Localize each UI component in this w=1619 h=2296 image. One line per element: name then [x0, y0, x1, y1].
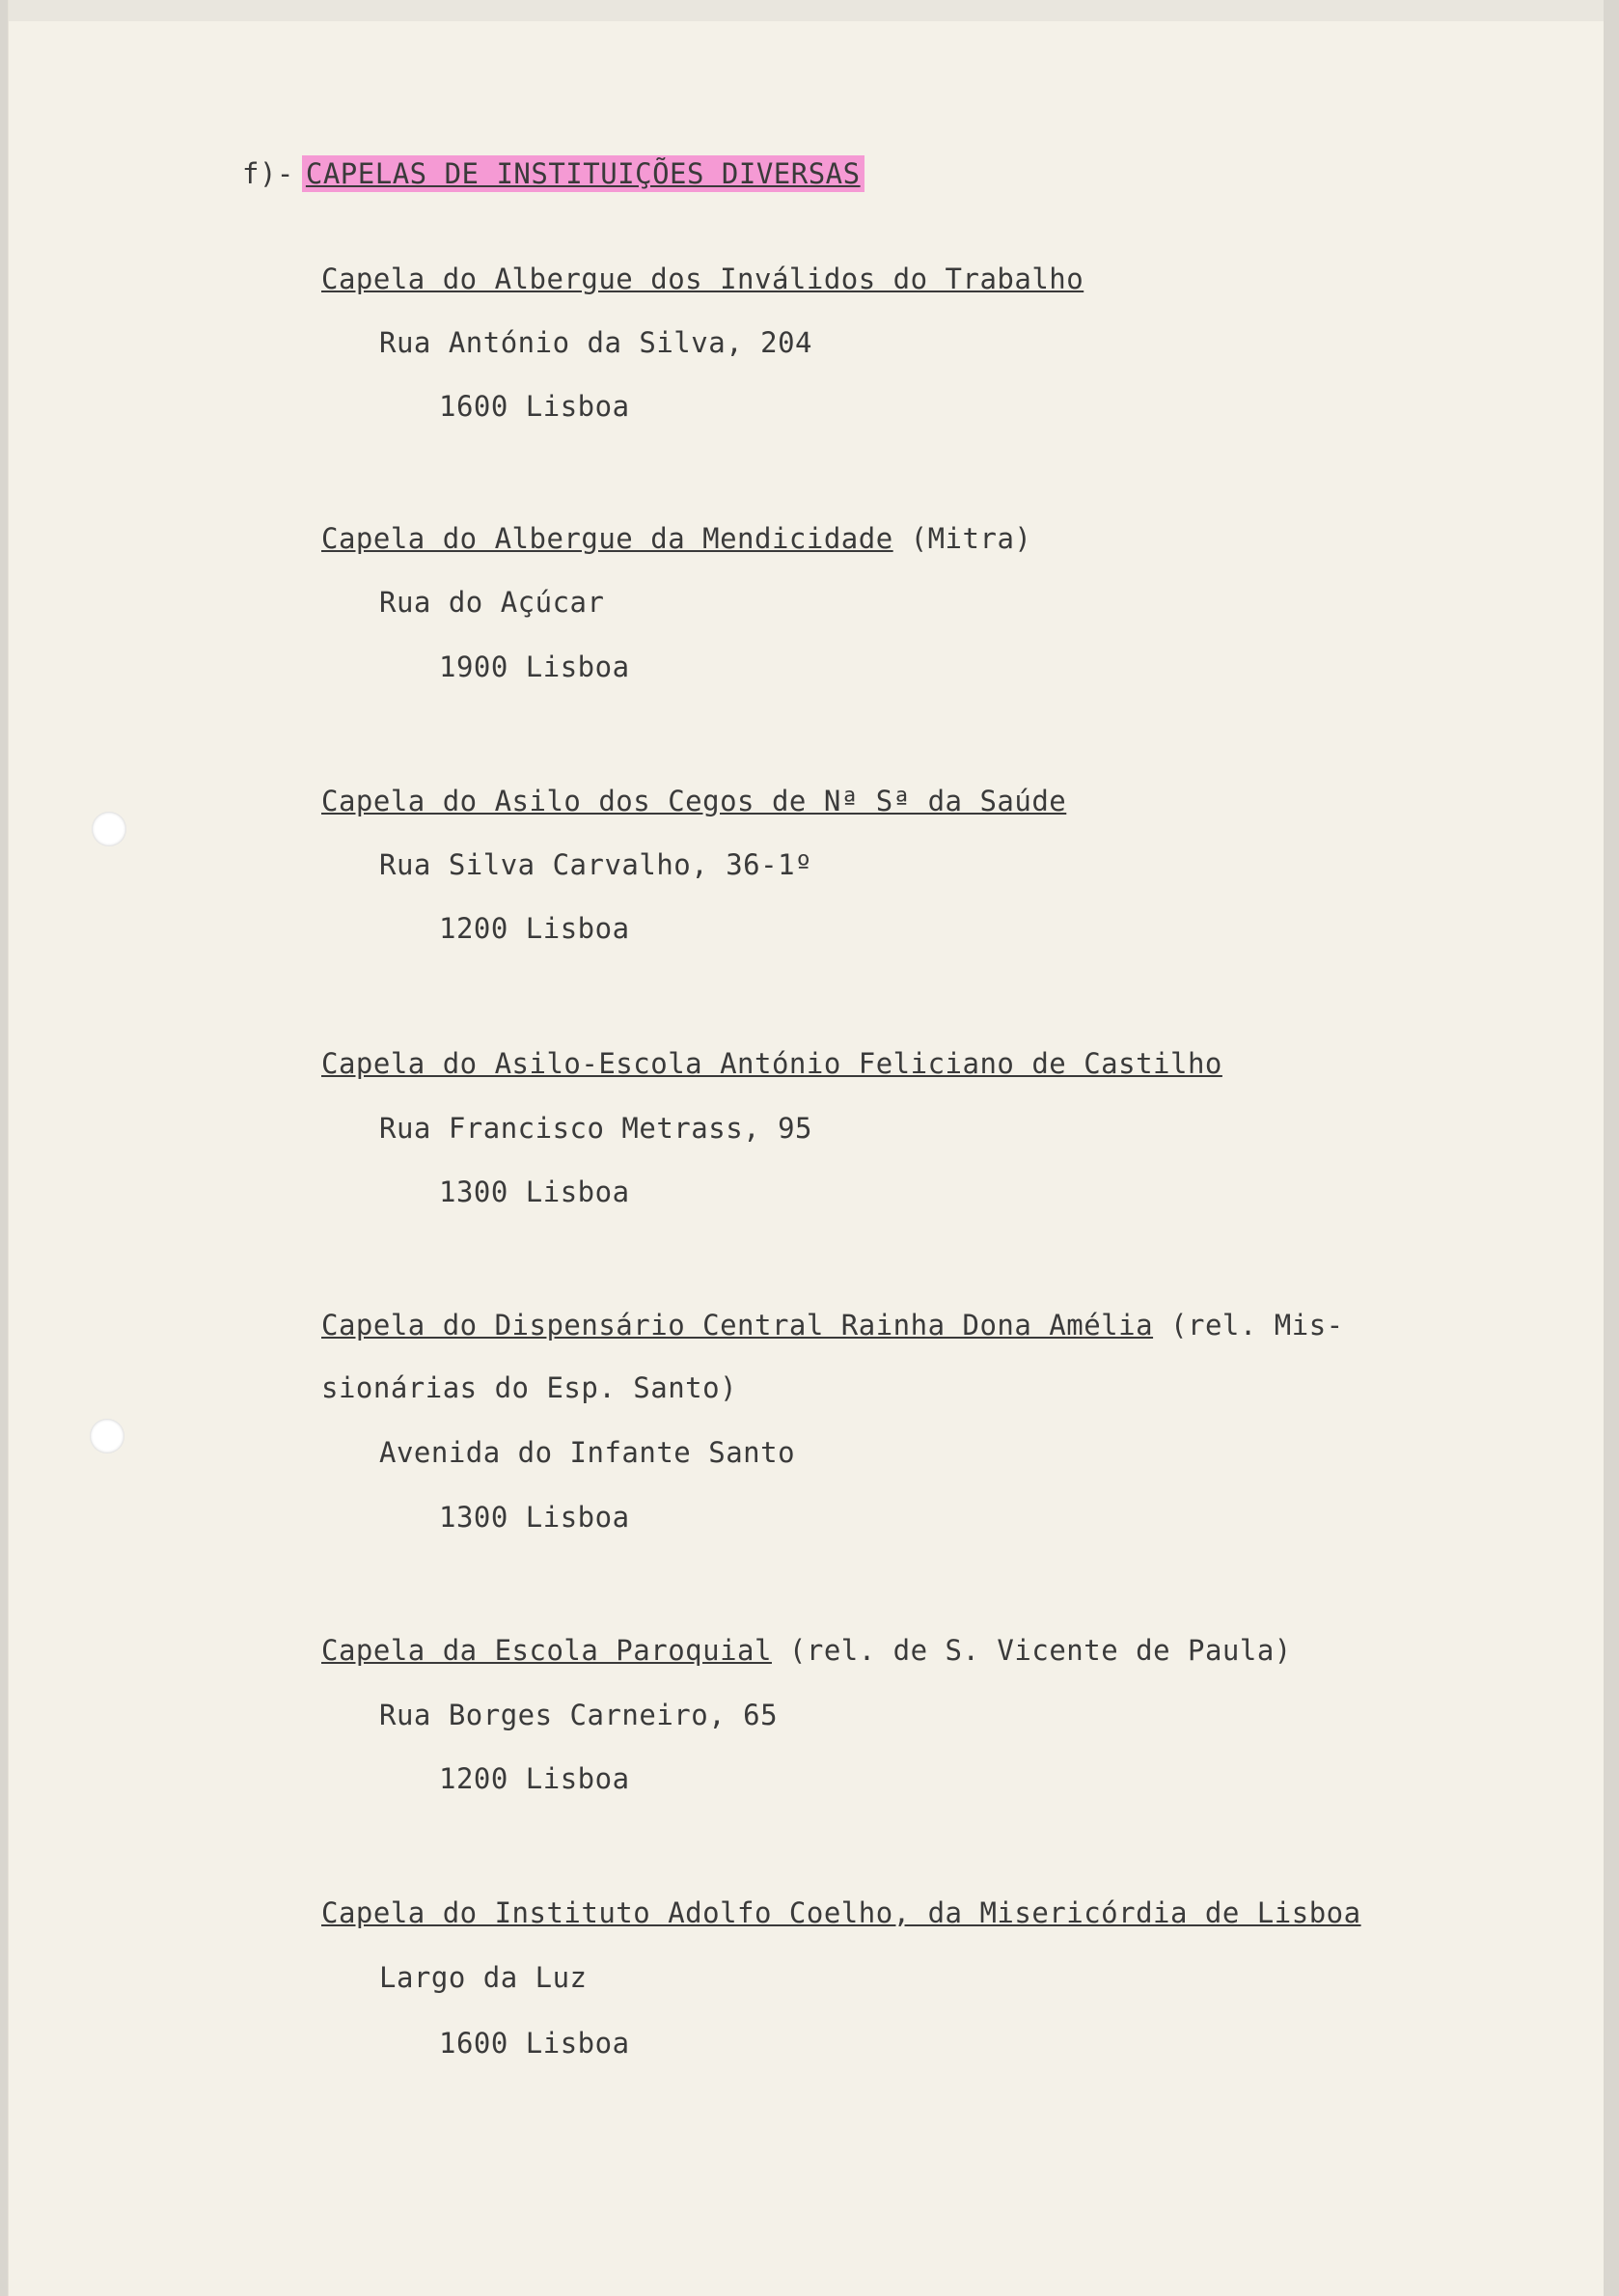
entry-city: 1300 Lisboa	[439, 1176, 630, 1208]
entry-city: 1600 Lisboa	[439, 2027, 630, 2060]
entry-city: 1200 Lisboa	[439, 1762, 630, 1795]
entry-city: 1900 Lisboa	[439, 650, 630, 683]
section-marker: f)-	[242, 157, 294, 190]
entry-street: Rua Silva Carvalho, 36-1º	[379, 848, 812, 881]
entry-note-continuation: sionárias do Esp. Santo)	[321, 1371, 738, 1404]
entry-street: Rua Borges Carneiro, 65	[379, 1699, 779, 1731]
entry-city: 1600 Lisboa	[439, 390, 630, 423]
entry-city: 1300 Lisboa	[439, 1501, 630, 1534]
punch-hole	[92, 812, 126, 846]
entry-name: Capela do Albergue dos Inválidos do Trabalho	[321, 263, 1084, 295]
page-top-edge	[9, 0, 1604, 21]
punch-hole	[90, 1419, 124, 1453]
entry-street: Largo da Luz	[379, 1961, 588, 1994]
section-heading: CAPELAS DE INSTITUIÇÕES DIVERSAS	[302, 155, 864, 192]
entry-name: Capela do Instituto Adolfo Coelho, da Misericórdia de Lisboa	[321, 1896, 1361, 1929]
entry-name: Capela do Dispensário Central Rainha Dona Amélia (rel. Mis-	[321, 1309, 1344, 1342]
entry-name: Capela do Asilo dos Cegos de Nª Sª da Saúde	[321, 785, 1067, 817]
entry-name: Capela do Asilo-Escola António Feliciano de Castilho	[321, 1047, 1222, 1080]
document-page	[8, 0, 1604, 2296]
entry-name: Capela do Albergue da Mendicidade (Mitra)	[321, 522, 1032, 555]
entry-note: (Mitra)	[910, 522, 1032, 555]
entry-note: (rel. Mis-	[1170, 1309, 1344, 1342]
entry-note: (rel. de S. Vicente de Paula)	[788, 1634, 1292, 1667]
section-title	[242, 157, 864, 190]
entry-name: Capela da Escola Paroquial (rel. de S. Vicente de Paula)	[321, 1634, 1292, 1667]
entry-street: Rua António da Silva, 204	[379, 326, 812, 359]
entry-street: Rua do Açúcar	[379, 586, 605, 619]
entry-city: 1200 Lisboa	[439, 912, 630, 945]
entry-street: Rua Francisco Metrass, 95	[379, 1112, 812, 1145]
entry-street: Avenida do Infante Santo	[379, 1436, 796, 1469]
